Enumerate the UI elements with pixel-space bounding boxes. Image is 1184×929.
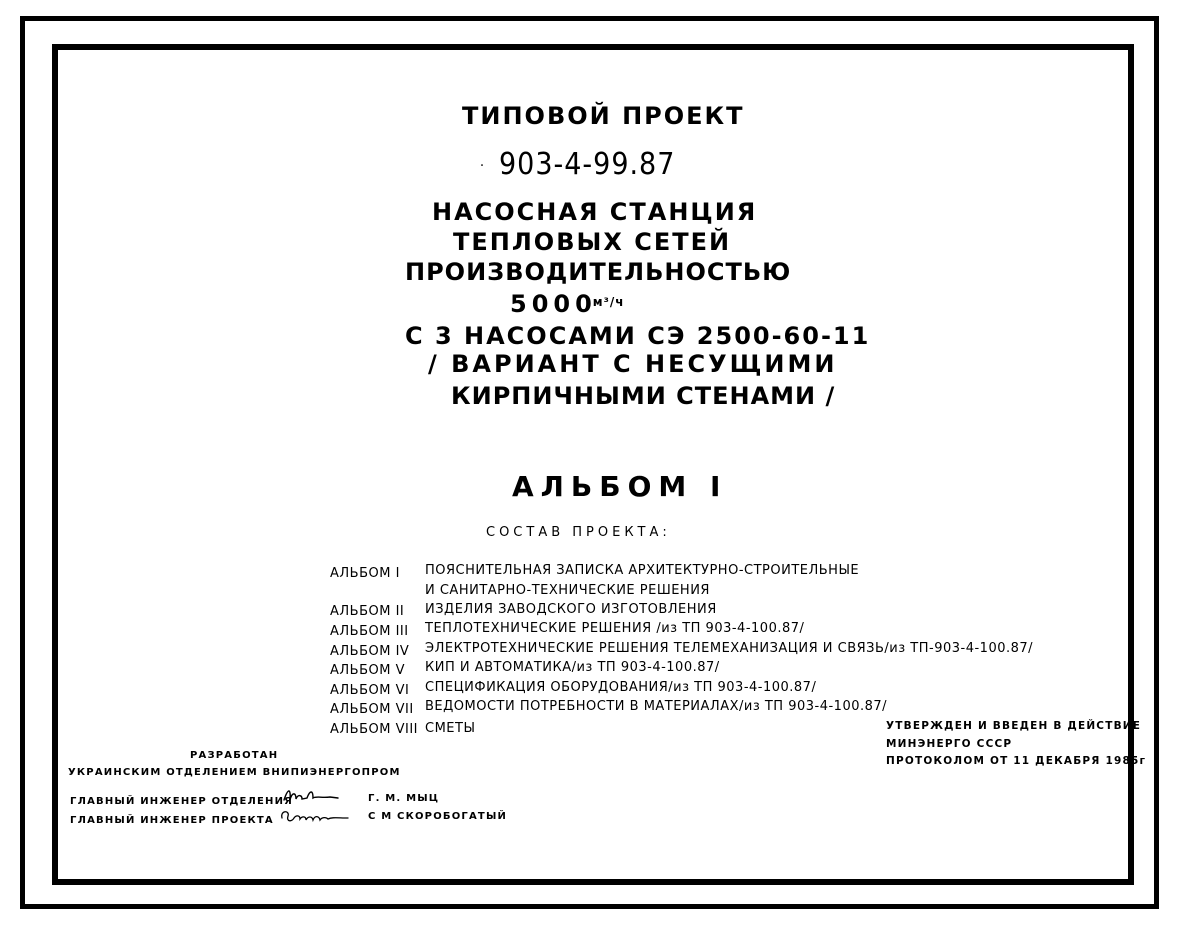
- project-number: · 903-4-99.87: [480, 147, 676, 182]
- chief-engineer-project-name: С М СКОРОБОГАТЫЙ: [368, 811, 508, 822]
- composition-heading: СОСТАВ ПРОЕКТА:: [486, 525, 671, 540]
- album-list-label: АЛЬБОМ II: [330, 604, 405, 619]
- developer-organization: УКРАИНСКИМ ОТДЕЛЕНИЕМ ВНИПИЭНЕРГОПРОМ: [68, 767, 401, 778]
- album-list-label: АЛЬБОМ VIII: [330, 722, 418, 737]
- signature-mark-1: [282, 786, 342, 808]
- capacity-value: 5000: [510, 290, 597, 318]
- subject-line-5: С 3 НАСОСАМИ СЭ 2500-60-11: [405, 322, 871, 350]
- album-list-text: ТЕПЛОТЕХНИЧЕСКИЕ РЕШЕНИЯ /из ТП 903-4-100.87/: [425, 621, 805, 636]
- album-list-text: ПОЯСНИТЕЛЬНАЯ ЗАПИСКА АРХИТЕКТУРНО-СТРОИТЕЛЬНЫЕ: [425, 563, 860, 578]
- capacity-unit: м³/ч: [592, 295, 625, 309]
- subject-line-2: ТЕПЛОВЫХ СЕТЕЙ: [453, 228, 732, 256]
- developed-label: РАЗРАБОТАН: [190, 750, 279, 761]
- project-number-value: 903-4-99.87: [499, 147, 676, 182]
- album-list-text: ИЗДЕЛИЯ ЗАВОДСКОГО ИЗГОТОВЛЕНИЯ: [425, 602, 717, 617]
- subject-line-3: ПРОИЗВОДИТЕЛЬНОСТЬЮ: [405, 258, 792, 286]
- album-list-text: И САНИТАРНО-ТЕХНИЧЕСКИЕ РЕШЕНИЯ: [425, 583, 710, 598]
- approval-line-2: МИНЭНЕРГО СССР: [886, 738, 1013, 750]
- document-type-title: ТИПОВОЙ ПРОЕКТ: [462, 102, 745, 130]
- album-list-label: АЛЬБОМ VII: [330, 702, 414, 717]
- album-list-text: КИП И АВТОМАТИКА/из ТП 903-4-100.87/: [425, 660, 720, 675]
- chief-engineer-project-title: ГЛАВНЫЙ ИНЖЕНЕР ПРОЕКТА: [70, 815, 274, 826]
- album-list-label: АЛЬБОМ III: [330, 624, 409, 639]
- album-list-text: ЭЛЕКТРОТЕХНИЧЕСКИЕ РЕШЕНИЯ ТЕЛЕМЕХАНИЗАЦИЯ И СВЯЗЬ/из ТП-903-4-100.87/: [425, 641, 1034, 656]
- album-list-text: ВЕДОМОСТИ ПОТРЕБНОСТИ В МАТЕРИАЛАХ/из ТП 903-4-100.87/: [425, 699, 888, 714]
- album-list-label: АЛЬБОМ IV: [330, 644, 410, 659]
- capacity-line: [510, 290, 624, 318]
- approval-line-1: УТВЕРЖДЕН И ВВЕДЕН В ДЕЙСТВИЕ: [886, 720, 1142, 732]
- album-list-text: СПЕЦИФИКАЦИЯ ОБОРУДОВАНИЯ/из ТП 903-4-100.87/: [425, 680, 817, 695]
- subject-line-1: НАСОСНАЯ СТАНЦИЯ: [432, 198, 758, 226]
- approval-line-3: ПРОТОКОЛОМ ОТ 11 ДЕКАБРЯ 1985г: [886, 755, 1147, 767]
- subject-line-6: / ВАРИАНТ С НЕСУЩИМИ: [428, 350, 838, 378]
- signature-mark-2: [278, 806, 350, 828]
- subject-line-7: КИРПИЧНЫМИ СТЕНАМИ /: [451, 382, 836, 410]
- chief-engineer-dept-name: Г. М. МЫЦ: [368, 793, 440, 804]
- album-title: АЛЬБОМ I: [512, 470, 728, 503]
- album-list-label: АЛЬБОМ V: [330, 663, 405, 678]
- chief-engineer-dept-title: ГЛАВНЫЙ ИНЖЕНЕР ОТДЕЛЕНИЯ: [70, 796, 294, 807]
- album-list-label: АЛЬБОМ VI: [330, 683, 410, 698]
- album-list-label: АЛЬБОМ I: [330, 566, 400, 581]
- album-list-text: СМЕТЫ: [425, 721, 476, 736]
